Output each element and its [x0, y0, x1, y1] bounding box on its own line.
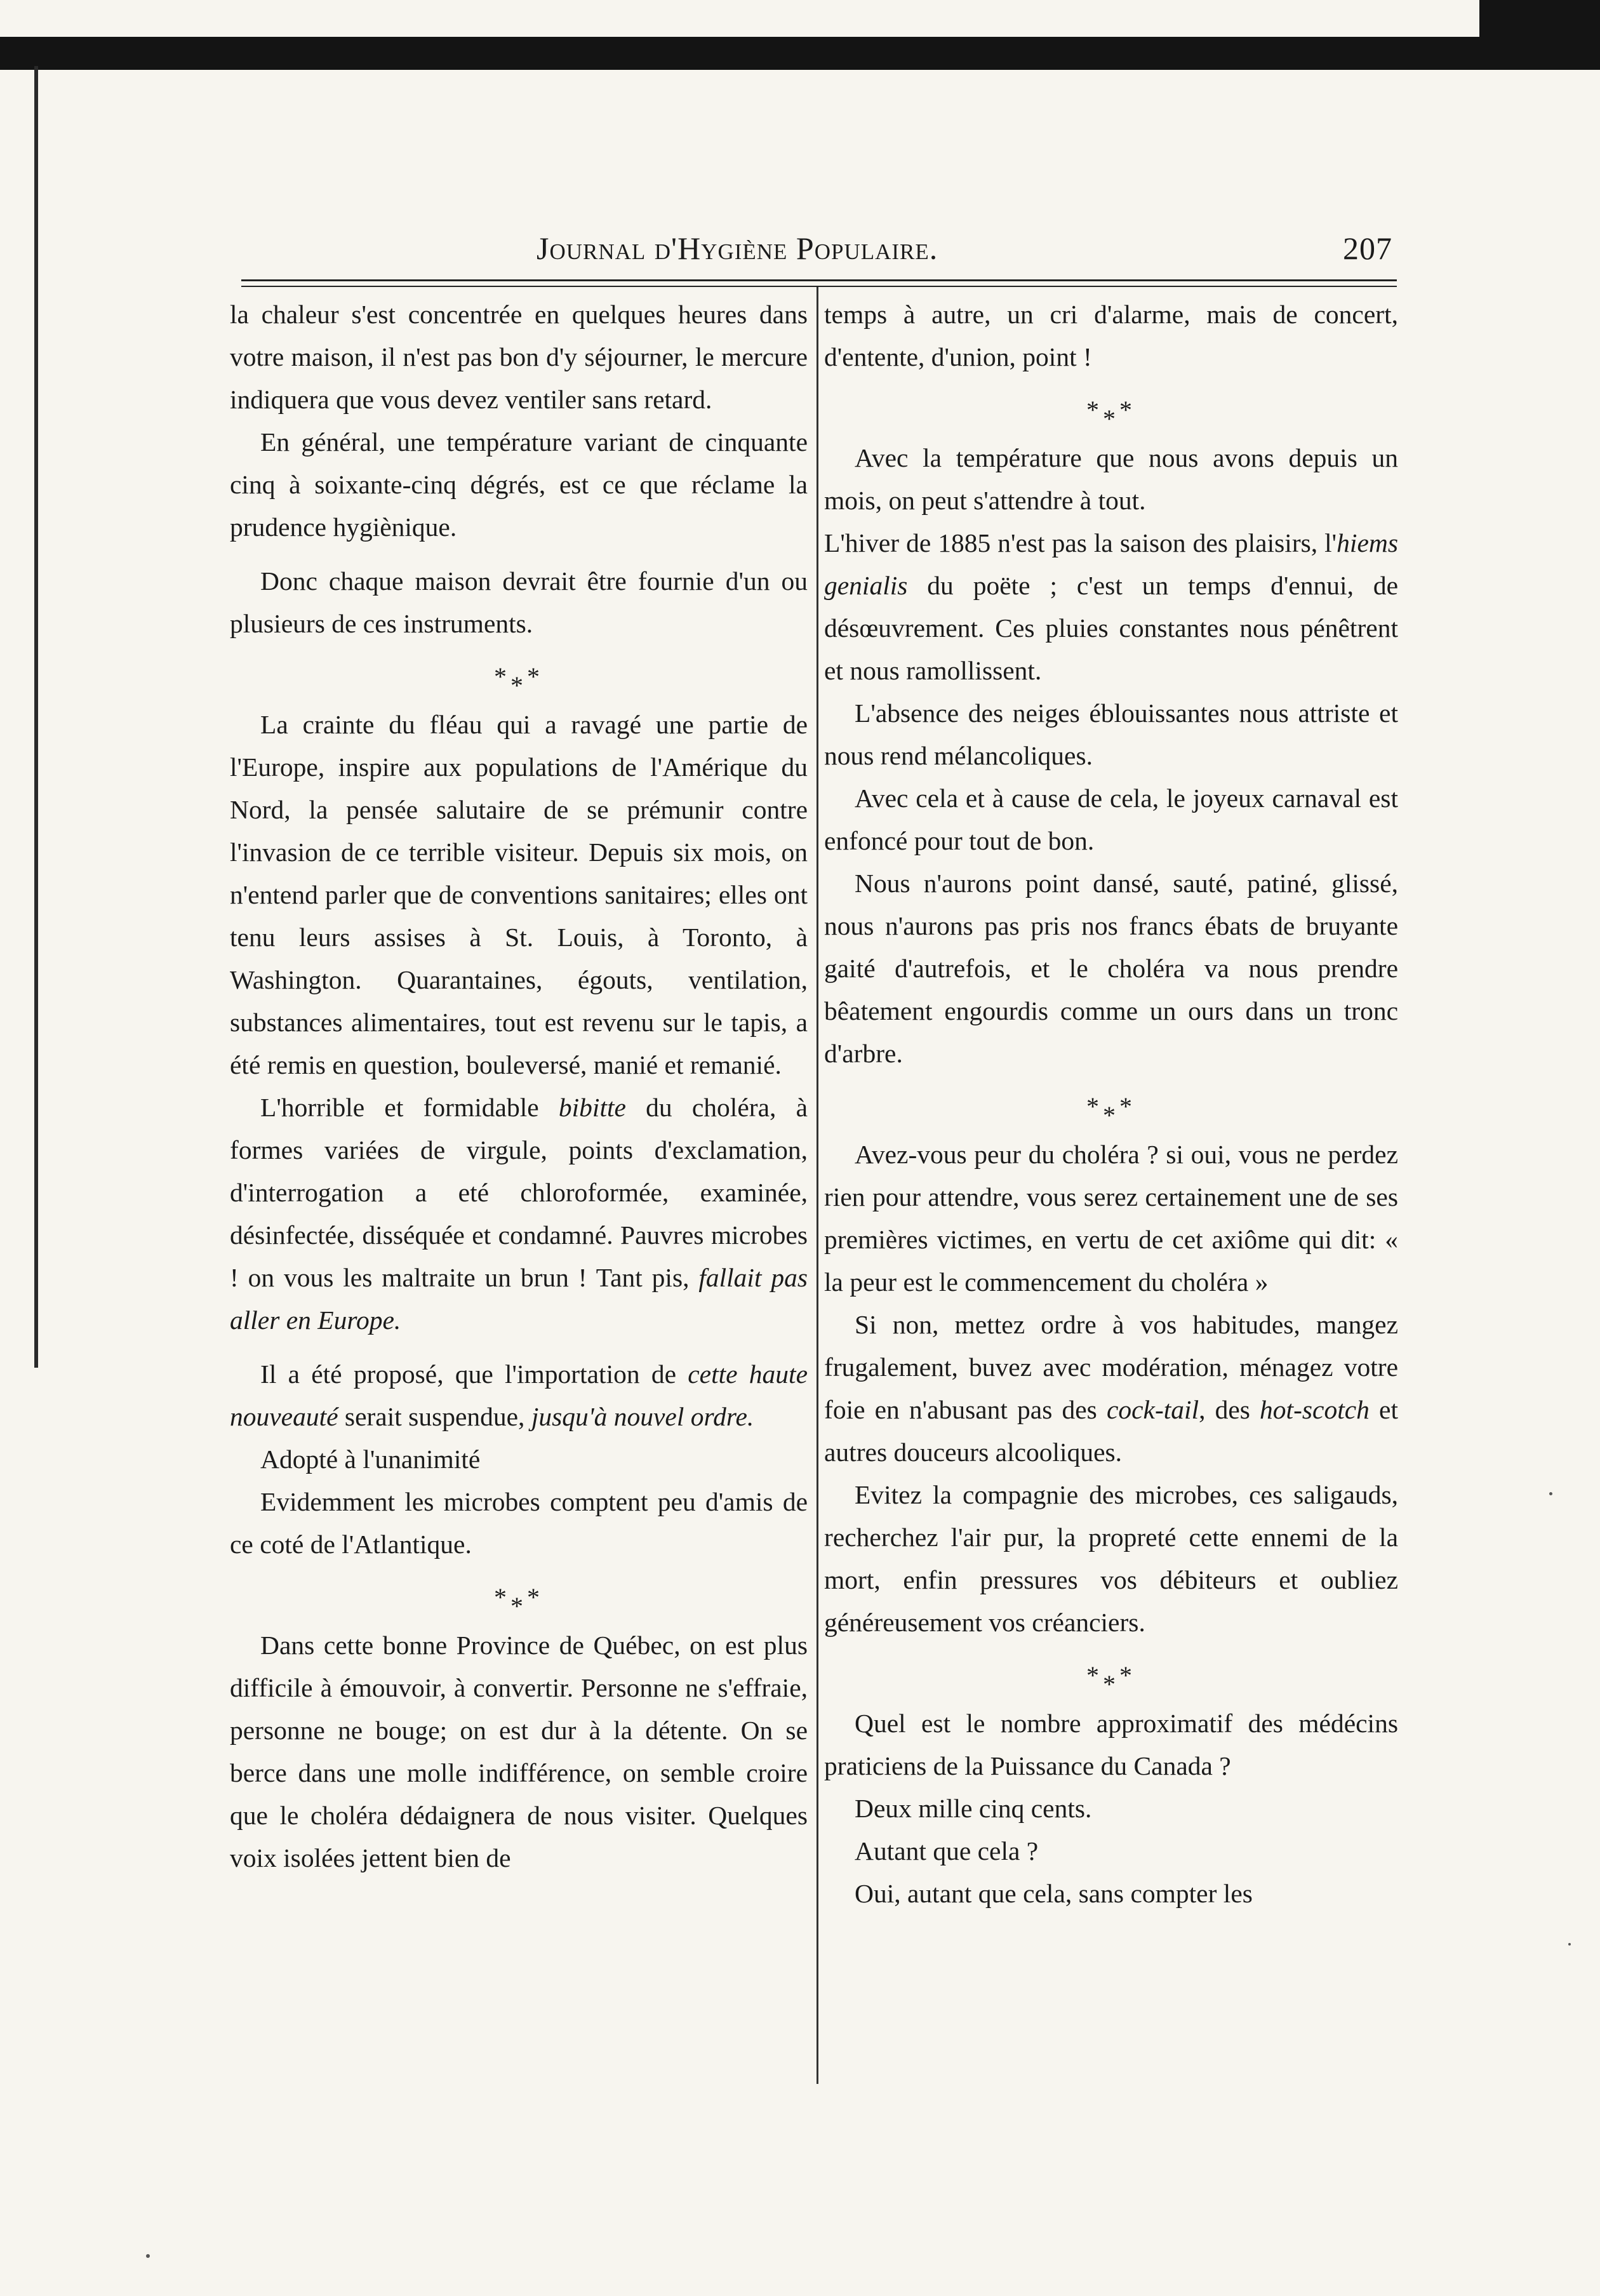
paragraph: Nous n'aurons point dansé, sauté, patiné, glissé, nous n'aurons pas pris nos francs ébats de bruyante gaité d'autrefois, et le choléra va nous prendre bêatement engourdis comme un ours dans un tronc d'arbre.	[824, 869, 1398, 1068]
asterisk: *	[510, 1592, 527, 1620]
scan-speck	[1549, 1492, 1552, 1495]
running-header	[537, 230, 1425, 281]
paragraph: Dans cette bonne Province de Québec, on est plus difficile à émouvoir, à convertir. Personne ne s'effraie, personne ne bouge; on est dur à la détente. On se berce dans une molle indifférence, on semble croire que le choléra dédaignera de nous visiter. Quelques voix isolées jettent bien de	[230, 1631, 808, 1872]
italic-run: hot-scotch	[1260, 1395, 1370, 1424]
asterisk: *	[527, 1583, 543, 1612]
asterisk: *	[527, 662, 543, 691]
paragraph: Evitez la compagnie des microbes, ces saligauds, recherchez l'air pur, la propreté cette ennemi de la mort, enfin pressures vos débiteurs et oubliez généreusement vos créanciers.	[824, 1480, 1398, 1637]
asterisk: *	[1119, 396, 1136, 424]
text-run: Si non, mettez ordre à vos habitudes, mangez frugalement, buvez avec modération, ménagez votre foie en n'abusant pas des	[824, 1310, 1398, 1424]
asterisk: *	[1086, 1661, 1103, 1690]
scan-speck	[1568, 1943, 1571, 1946]
paragraph: temps à autre, un cri d'alarme, mais de concert, d'entente, d'union, point !	[824, 300, 1398, 371]
asterisk: *	[510, 671, 527, 700]
paragraph: Autant que cela ?	[855, 1836, 1039, 1866]
scan-speck	[146, 2254, 150, 2258]
text-run: , des	[1199, 1395, 1260, 1424]
paragraph	[824, 1304, 1398, 1474]
text-run: L'hiver de 1885 n'est pas la saison des plaisirs, l'	[824, 528, 1337, 557]
italic-run: cock-tail	[1106, 1395, 1199, 1424]
italic-run: fallait pas aller en Europe.	[230, 1263, 808, 1335]
paragraph: La crainte du fléau qui a ravagé une partie de l'Europe, inspire aux populations de l'Amérique du Nord, la pensée salutaire de se prémunir contre l'invasion de ce terrible visiteur. Depuis six mois, on n'entend parler que de conventions sanitaires; elles ont tenu leurs assises à St. Louis, à Toronto, à Washington. Quarantaines, égouts, ventilation, substances alimentaires, tout est revenu sur le tapis, a été remis en question, bouleversé, manié et remanié.	[230, 710, 808, 1079]
text-run: L'horrible et formidable	[260, 1093, 559, 1122]
paragraph: En général, une température variant de cinquante cinq à soixante-cinq dégrés, est ce que réclame la prudence hygiènique.	[230, 427, 808, 542]
text-run: et autres douceurs alcooliques.	[824, 1395, 1398, 1467]
italic-run: jusqu'à nouvel ordre.	[531, 1402, 754, 1431]
text-run: Il a été proposé, que l'importation de	[260, 1359, 688, 1389]
paragraph: L'absence des neiges éblouissantes nous attriste et nous rend mélancoliques.	[824, 698, 1398, 770]
paragraph: Quel est le nombre approximatif des médécins praticiens de la Puissance du Canada ?	[824, 1709, 1398, 1780]
paragraph: Donc chaque maison devrait être fournie d'un ou plusieurs de ces instruments.	[230, 566, 808, 638]
paragraph: Oui, autant que cela, sans compter les	[855, 1879, 1253, 1908]
paragraph: Deux mille cinq cents.	[855, 1794, 1092, 1823]
paragraph	[824, 522, 1398, 692]
asterisk: *	[1119, 1092, 1136, 1121]
header-double-rule	[241, 279, 1397, 287]
right-column	[824, 293, 1398, 1915]
paragraph: Adopté à l'unanimité	[260, 1445, 481, 1474]
paragraph	[230, 1353, 808, 1438]
paragraph: Evidemment les microbes comptent peu d'amis de ce coté de l'Atlantique.	[230, 1487, 808, 1559]
asterisk: *	[1103, 404, 1119, 433]
scan-edge-corner	[1479, 0, 1600, 70]
left-column	[230, 293, 808, 1879]
page-margin-rule	[34, 66, 38, 1368]
section-break-asterisks	[824, 1075, 1398, 1133]
section-break-asterisks	[824, 1644, 1398, 1702]
page-number: 207	[1343, 230, 1392, 266]
asterisk: *	[1086, 1092, 1103, 1121]
section-break-asterisks	[230, 1566, 808, 1624]
asterisk: *	[494, 1583, 510, 1612]
section-break-asterisks	[824, 378, 1398, 437]
italic-run: bibitte	[558, 1093, 626, 1122]
scan-edge-bar	[0, 37, 1600, 70]
section-break-asterisks	[230, 645, 808, 704]
asterisk: *	[1103, 1670, 1119, 1699]
journal-title: Journal d'Hygiène Populaire.	[537, 230, 938, 266]
asterisk: *	[494, 662, 510, 691]
text-run: du choléra, à formes variées de virgule, points d'exclamation, d'interrogation a eté chloroformée, examinée, désinfectée, disséquée et condamné. Pauvres microbes ! on vous les maltraite un brun ! Tant pis,	[230, 1093, 808, 1292]
asterisk: *	[1103, 1101, 1119, 1130]
paragraph	[230, 1086, 808, 1342]
column-divider	[817, 287, 818, 2084]
paragraph: la chaleur s'est concentrée en quelques heures dans votre maison, il n'est pas bon d'y séjourner, le mercure indiquera que vous devez ventiler sans retard.	[230, 300, 808, 414]
paragraph: Avez-vous peur du choléra ? si oui, vous ne perdez rien pour attendre, vous serez certainement une de ses premières victimes, en vertu de cet axiôme qui dit: « la peur est le commencement du choléra »	[824, 1140, 1398, 1297]
asterisk: *	[1086, 396, 1103, 424]
paragraph: Avec cela et à cause de cela, le joyeux carnaval est enfoncé pour tout de bon.	[824, 784, 1398, 855]
italic-run: hiems genialis	[824, 528, 1398, 600]
asterisk: *	[1119, 1661, 1136, 1690]
italic-run: cette haute nouveauté	[230, 1359, 808, 1431]
paragraph: Avec la température que nous avons depuis un mois, on peut s'attendre à tout.	[824, 443, 1398, 515]
text-run: du poëte ; c'est un temps d'ennui, de désœuvrement. Ces pluies constantes nous pénêtrent et nous ramollissent.	[824, 571, 1398, 685]
text-run: serait suspendue,	[338, 1402, 531, 1431]
